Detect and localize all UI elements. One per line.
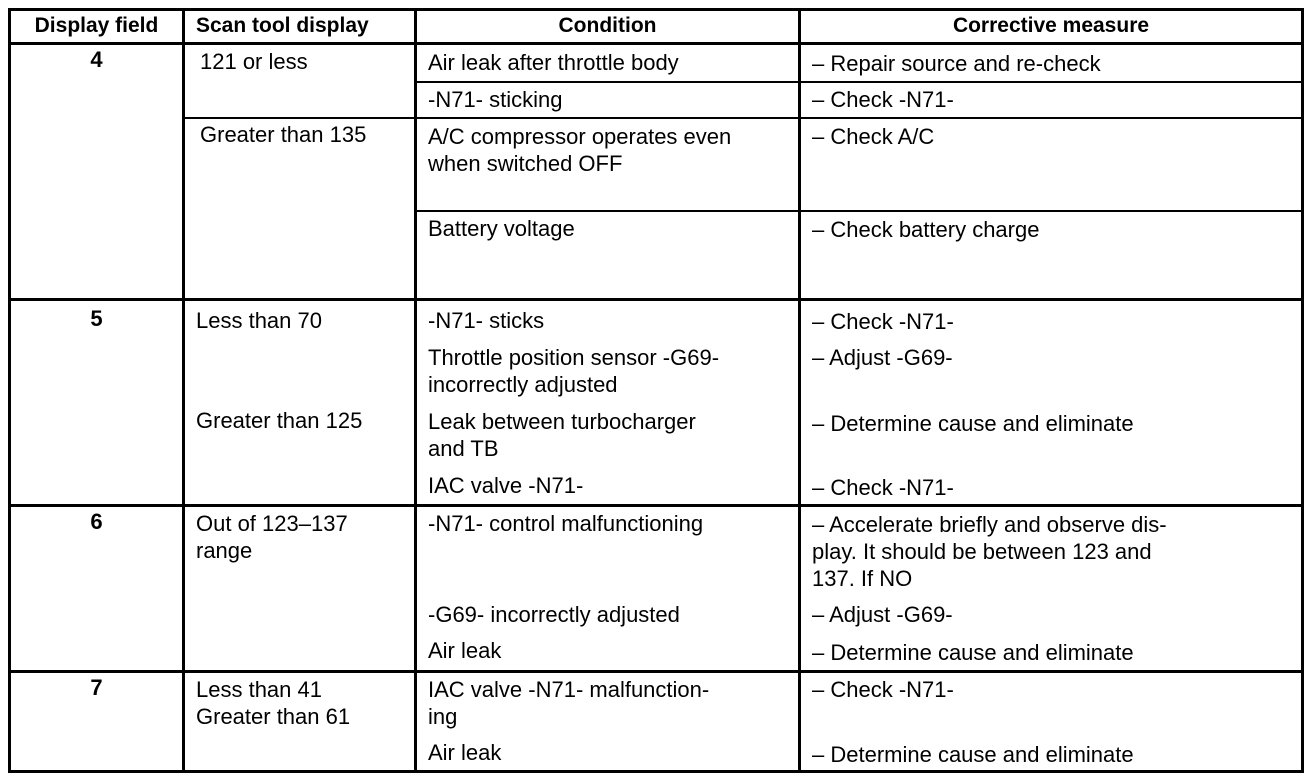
- group-divider: [8, 670, 1304, 673]
- table-bottom-border: [8, 770, 1304, 773]
- group-divider: [8, 504, 1304, 507]
- header-scan-tool-display: Scan tool display: [196, 14, 369, 37]
- condition-text: -N71- sticks: [428, 308, 545, 333]
- scan-tool-value: Greater than 135: [200, 122, 367, 147]
- corrective-measure-text: – Adjust -G69-: [812, 345, 953, 370]
- corrective-measure-text: – Check -N71-: [812, 309, 954, 334]
- corrective-measure-text: 137. If NO: [812, 566, 913, 591]
- condition-text: ing: [428, 704, 458, 729]
- scan-tool-value: Out of 123–137: [196, 511, 348, 536]
- corrective-measure-text: – Check -N71-: [812, 87, 954, 112]
- condition-text: -G69- incorrectly adjusted: [428, 602, 680, 627]
- header-condition: Condition: [558, 14, 657, 37]
- row-divider: [416, 210, 1304, 212]
- condition-text: Air leak after throttle body: [428, 50, 679, 75]
- condition-text: Air leak: [428, 740, 502, 765]
- header-corrective-measure: Corrective measure: [952, 14, 1150, 37]
- condition-text: Battery voltage: [428, 216, 575, 241]
- corrective-measure-text: – Adjust -G69-: [812, 602, 953, 627]
- scan-tool-value: Greater than 125: [196, 408, 363, 433]
- column-divider: [414, 8, 417, 773]
- display-field-value: 5: [90, 306, 103, 331]
- corrective-measure-text: – Check -N71-: [812, 677, 954, 702]
- condition-text: IAC valve -N71-: [428, 473, 584, 498]
- condition-text: when switched OFF: [428, 151, 623, 176]
- corrective-measure-text: play. It should be between 123 and: [812, 539, 1152, 564]
- corrective-measure-text: – Determine cause and eliminate: [812, 742, 1134, 767]
- display-field-value: 6: [90, 509, 103, 534]
- condition-text: incorrectly adjusted: [428, 372, 618, 397]
- condition-text: -N71- control malfunctioning: [428, 511, 704, 536]
- column-divider: [182, 8, 185, 773]
- table-left-border: [8, 8, 11, 773]
- corrective-measure-text: – Check A/C: [812, 124, 935, 149]
- display-field-value: 4: [90, 47, 103, 72]
- corrective-measure-text: – Accelerate briefly and observe dis-: [812, 512, 1167, 537]
- scan-tool-value: Greater than 61: [196, 704, 351, 729]
- scan-tool-value: Less than 41: [196, 677, 322, 702]
- column-divider: [798, 8, 801, 773]
- table-top-border: [8, 8, 1304, 11]
- scan-tool-value: range: [196, 538, 253, 563]
- corrective-measure-text: – Determine cause and eliminate: [812, 640, 1134, 665]
- scan-tool-value: Less than 70: [196, 308, 322, 333]
- row-divider: [184, 117, 1304, 119]
- group-divider: [8, 298, 1304, 301]
- table-right-border: [1301, 8, 1304, 773]
- header-display-field: Display field: [34, 14, 159, 37]
- scan-tool-value: 121 or less: [200, 49, 308, 74]
- condition-text: Air leak: [428, 638, 502, 663]
- condition-text: Leak between turbocharger: [428, 409, 696, 434]
- condition-text: and TB: [428, 436, 499, 461]
- condition-text: IAC valve -N71- malfunction-: [428, 677, 710, 702]
- corrective-measure-text: – Determine cause and eliminate: [812, 411, 1134, 436]
- corrective-measure-text: – Repair source and re-check: [812, 51, 1101, 76]
- condition-text: Throttle position sensor -G69-: [428, 345, 720, 370]
- condition-text: -N71- sticking: [428, 87, 563, 112]
- condition-text: A/C compressor operates even: [428, 124, 732, 149]
- header-bottom-border: [8, 42, 1304, 45]
- corrective-measure-text: – Check -N71-: [812, 475, 954, 500]
- display-field-value: 7: [90, 675, 103, 700]
- row-divider: [416, 81, 1304, 83]
- corrective-measure-text: – Check battery charge: [812, 217, 1040, 242]
